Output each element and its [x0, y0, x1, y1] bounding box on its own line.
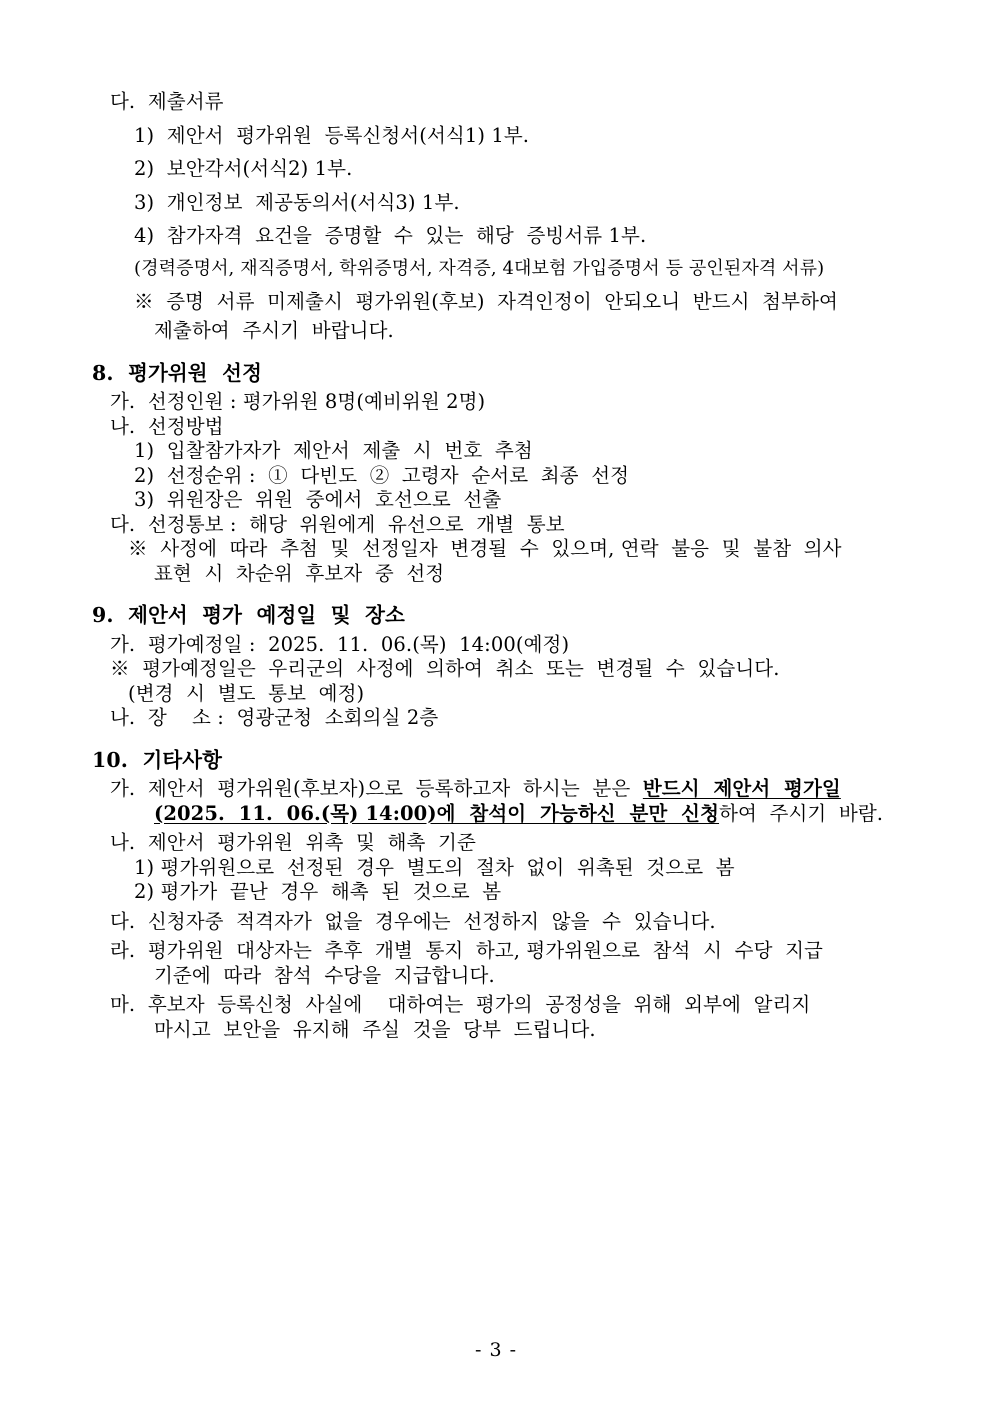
emphasis-text: 반드시 제안서 평가일 [642, 777, 841, 800]
list-item-caution-cont: 표현 시 차순위 후보자 중 선정 [154, 561, 445, 585]
list-item: 가. 선정인원 : 평가위원 8명(예비위원 2명) [110, 390, 486, 413]
list-item: 나. 선정방법 [110, 414, 224, 438]
list-item: 2) 평가가 끝난 경우 해촉 된 것으로 봄 [134, 880, 502, 903]
list-item: 가. 평가예정일 : 2025. 11. 06.(목) 14:00(예정) [110, 632, 570, 656]
list-item-cont: 기준에 따라 참석 수당을 지급합니다. [154, 963, 495, 987]
section-heading-8: 8. 평가위원 선정 [92, 360, 262, 385]
list-item: 다. 제출서류 [110, 90, 224, 113]
list-item: 다. 선정통보 : 해당 위원에게 유선으로 개별 통보 [110, 512, 565, 536]
list-item: 나. 제안서 평가위원 위촉 및 해촉 기준 [110, 831, 476, 854]
list-item-note: (변경 시 별도 통보 예정) [128, 681, 365, 705]
page-number: - 3 - [474, 1339, 517, 1361]
list-item-note: (경력증명서, 재직증명서, 학위증명서, 자격증, 4대보험 가입증명서 등 공인된자격 서류) [134, 257, 825, 279]
list-item-cont [154, 801, 914, 825]
list-item: 나. 장 소 : 영광군청 소회의실 2층 [110, 706, 439, 729]
list-item: 마. 후보자 등록신청 사실에 대하여는 평가의 공정성을 위해 외부에 알리지 [110, 993, 811, 1016]
list-item: 2) 선정순위 : ① 다빈도 ② 고령자 순서로 최종 선정 [134, 463, 630, 487]
list-item: 1) 평가위원으로 선정된 경우 별도의 절차 없이 위촉된 것으로 봄 [134, 855, 735, 879]
section-heading-9: 9. 제안서 평가 예정일 및 장소 [92, 603, 405, 627]
list-item-caution: ※ 사정에 따라 추첨 및 선정일자 변경될 수 있으며, 연락 불응 및 불참 의사 [128, 537, 842, 560]
list-item [110, 779, 914, 799]
list-item: 2) 보안각서(서식2) 1부. [134, 157, 353, 180]
list-item: 3) 위원장은 위원 중에서 호선으로 선출 [134, 488, 502, 511]
list-item-caution-cont: 제출하여 주시기 바랍니다. [154, 319, 394, 342]
list-item: 1) 제안서 평가위원 등록신청서(서식1) 1부. [134, 123, 530, 147]
list-item-caution: ※ 증명 서류 미제출시 평가위원(후보) 자격인정이 안되오니 반드시 첨부하여 [134, 289, 838, 313]
list-item: 라. 평가위원 대상자는 추후 개별 통지 하고, 평가위원으로 참석 시 수당 지급 [110, 939, 823, 962]
list-item-cont: 마시고 보안을 유지해 주실 것을 당부 드립니다. [154, 1017, 596, 1041]
emphasis-text: (2025. 11. 06.(목) 14:00)에 참석이 가능하신 분만 신청 [154, 801, 720, 825]
list-item: 다. 신청자중 적격자가 없을 경우에는 선정하지 않을 수 있습니다. [110, 909, 716, 933]
document-body [92, 92, 914, 1039]
list-item-caution: ※ 평가예정일은 우리군의 사정에 의하여 취소 또는 변경될 수 있습니다. [110, 657, 780, 680]
list-item: 1) 입찰참가자가 제안서 제출 시 번호 추첨 [134, 439, 533, 462]
section-heading-10: 10. 기타사항 [92, 747, 223, 772]
list-item: 3) 개인정보 제공동의서(서식3) 1부. [134, 190, 460, 214]
list-item-text: 하여 주시기 바람. [719, 801, 884, 825]
list-item-text: 가. 제안서 평가위원(후보자)으로 등록하고자 하시는 분은 [110, 777, 643, 800]
list-item: 4) 참가자격 요건을 증명할 수 있는 해당 증빙서류 1부. [134, 224, 647, 247]
